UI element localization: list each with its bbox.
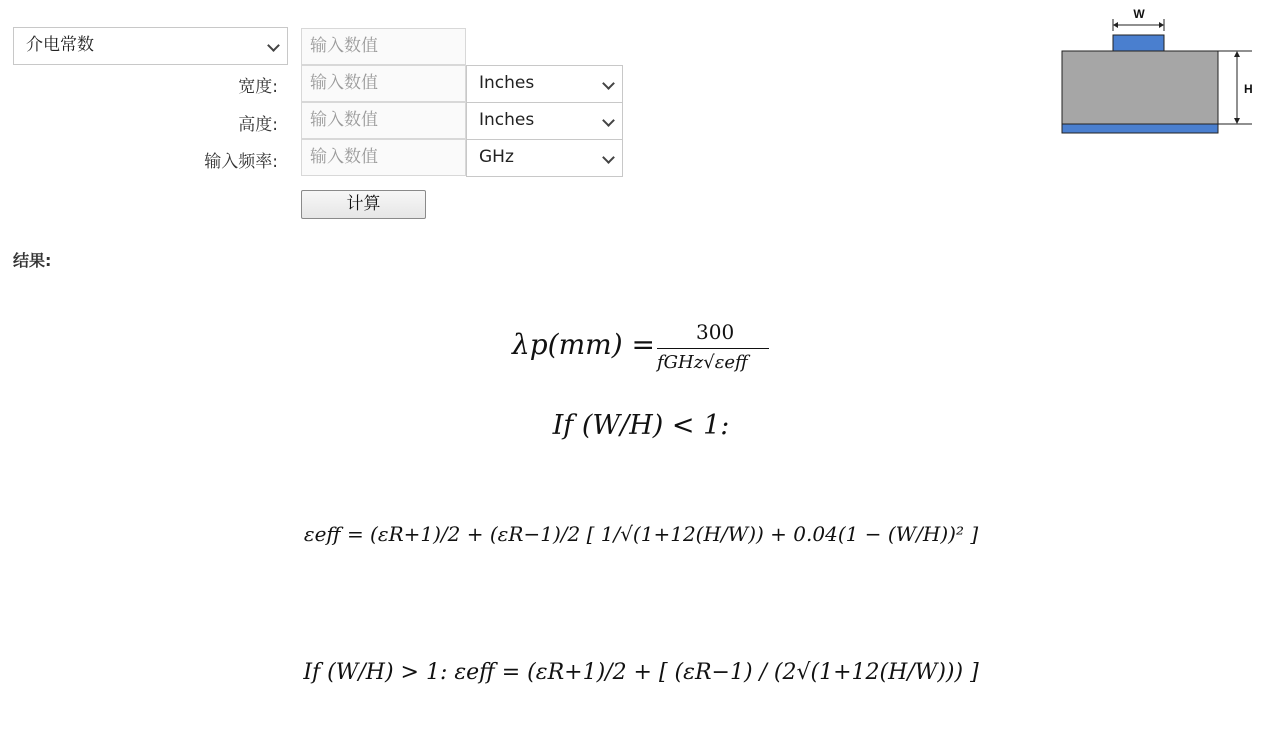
frequency-label: 输入频率: <box>204 152 278 172</box>
frequency-unit-value: GHz <box>479 147 514 167</box>
width-unit-select[interactable] <box>466 65 623 103</box>
calculate-button[interactable]: 计算 <box>301 190 426 219</box>
w-label: W <box>1133 7 1145 21</box>
chevron-down-icon <box>602 114 615 127</box>
width-input[interactable] <box>301 65 466 102</box>
width-input-placeholder: 输入数值 <box>310 73 378 93</box>
chevron-down-icon <box>602 77 615 90</box>
eeff-formula-narrow: εeff = (εR+1)/2 + (εR−1)/2 [ 1/√(1+12(H/W)) + 0.04(1 − (W/H))² ] <box>303 522 979 546</box>
width-unit-value: Inches <box>479 73 535 93</box>
substrate <box>1062 51 1218 133</box>
frequency-input[interactable] <box>301 139 466 176</box>
chevron-down-icon <box>267 39 280 52</box>
chevron-down-icon <box>602 151 615 164</box>
formula-denominator: fGHz√εeff <box>657 352 748 373</box>
height-unit-select[interactable] <box>466 102 623 140</box>
condition-narrow: If (W/H) < 1: <box>552 410 730 441</box>
height-unit-value: Inches <box>479 110 535 130</box>
dielectric-select-value: 介电常数 <box>26 35 94 55</box>
h-label: H <box>1244 82 1253 96</box>
frequency-unit-select[interactable] <box>466 139 623 177</box>
height-label: 高度: <box>238 115 278 135</box>
fraction-bar <box>657 348 769 349</box>
result-label: 结果: <box>13 251 52 270</box>
ground-plane <box>1062 124 1218 133</box>
frequency-input-placeholder: 输入数值 <box>310 147 378 167</box>
height-input-placeholder: 输入数值 <box>310 110 378 130</box>
formula-lhs: λp(mm) = <box>512 328 655 361</box>
wavelength-formula <box>0 318 1282 388</box>
width-label: 宽度: <box>238 77 278 97</box>
formula-numerator: 300 <box>696 320 735 344</box>
dielectric-select[interactable] <box>13 27 288 65</box>
dielectric-input[interactable] <box>301 28 466 65</box>
height-input[interactable] <box>301 102 466 139</box>
microstrip-diagram <box>1050 0 1270 145</box>
trace <box>1113 35 1164 51</box>
eeff-formula-wide: If (W/H) > 1: εeff = (εR+1)/2 + [ (εR−1) / (2√(1+12(H/W))) ] <box>303 660 979 685</box>
dielectric-input-placeholder: 输入数值 <box>310 36 378 56</box>
